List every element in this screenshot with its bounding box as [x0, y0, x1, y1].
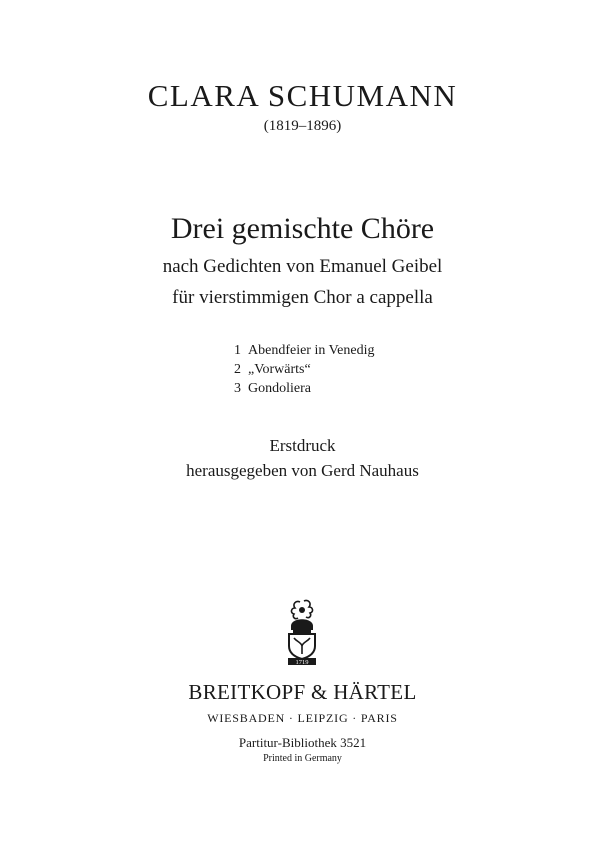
song-title: Gondoliera — [248, 381, 311, 396]
editor-credit: herausgegeben von Gerd Nauhaus — [186, 461, 419, 480]
work-subtitle-poet: nach Gedichten von Emanuel Geibel — [162, 256, 443, 277]
svg-text:1719: 1719 — [295, 659, 309, 666]
song-number: 1 — [234, 343, 241, 358]
breitkopf-publisher-emblem-icon — [280, 598, 324, 666]
work-subtitle-scoring: für vierstimmigen Chor a cappella — [172, 287, 433, 308]
song-list-item — [234, 360, 374, 379]
song-title: Abendfeier in Venedig — [248, 343, 375, 358]
first-print-label: Erstdruck — [269, 436, 336, 455]
song-number: 3 — [234, 381, 241, 396]
printed-in-note: Printed in Germany — [263, 753, 342, 764]
work-title: Drei gemischte Chöre — [170, 212, 435, 245]
song-number: 2 — [234, 362, 241, 377]
song-list — [234, 341, 374, 398]
publisher-name: BREITKOPF & HÄRTEL — [188, 680, 417, 704]
song-list-item — [234, 341, 374, 360]
publisher-cities: WIESBADEN · LEIPZIG · PARIS — [207, 711, 398, 725]
series-number: Partitur-Bibliothek 3521 — [238, 735, 367, 750]
song-list-item — [234, 379, 374, 398]
composer-name: CLARA SCHUMANN — [147, 78, 458, 113]
composer-dates: (1819–1896) — [263, 118, 342, 134]
song-title: „Vorwärts“ — [248, 362, 311, 377]
